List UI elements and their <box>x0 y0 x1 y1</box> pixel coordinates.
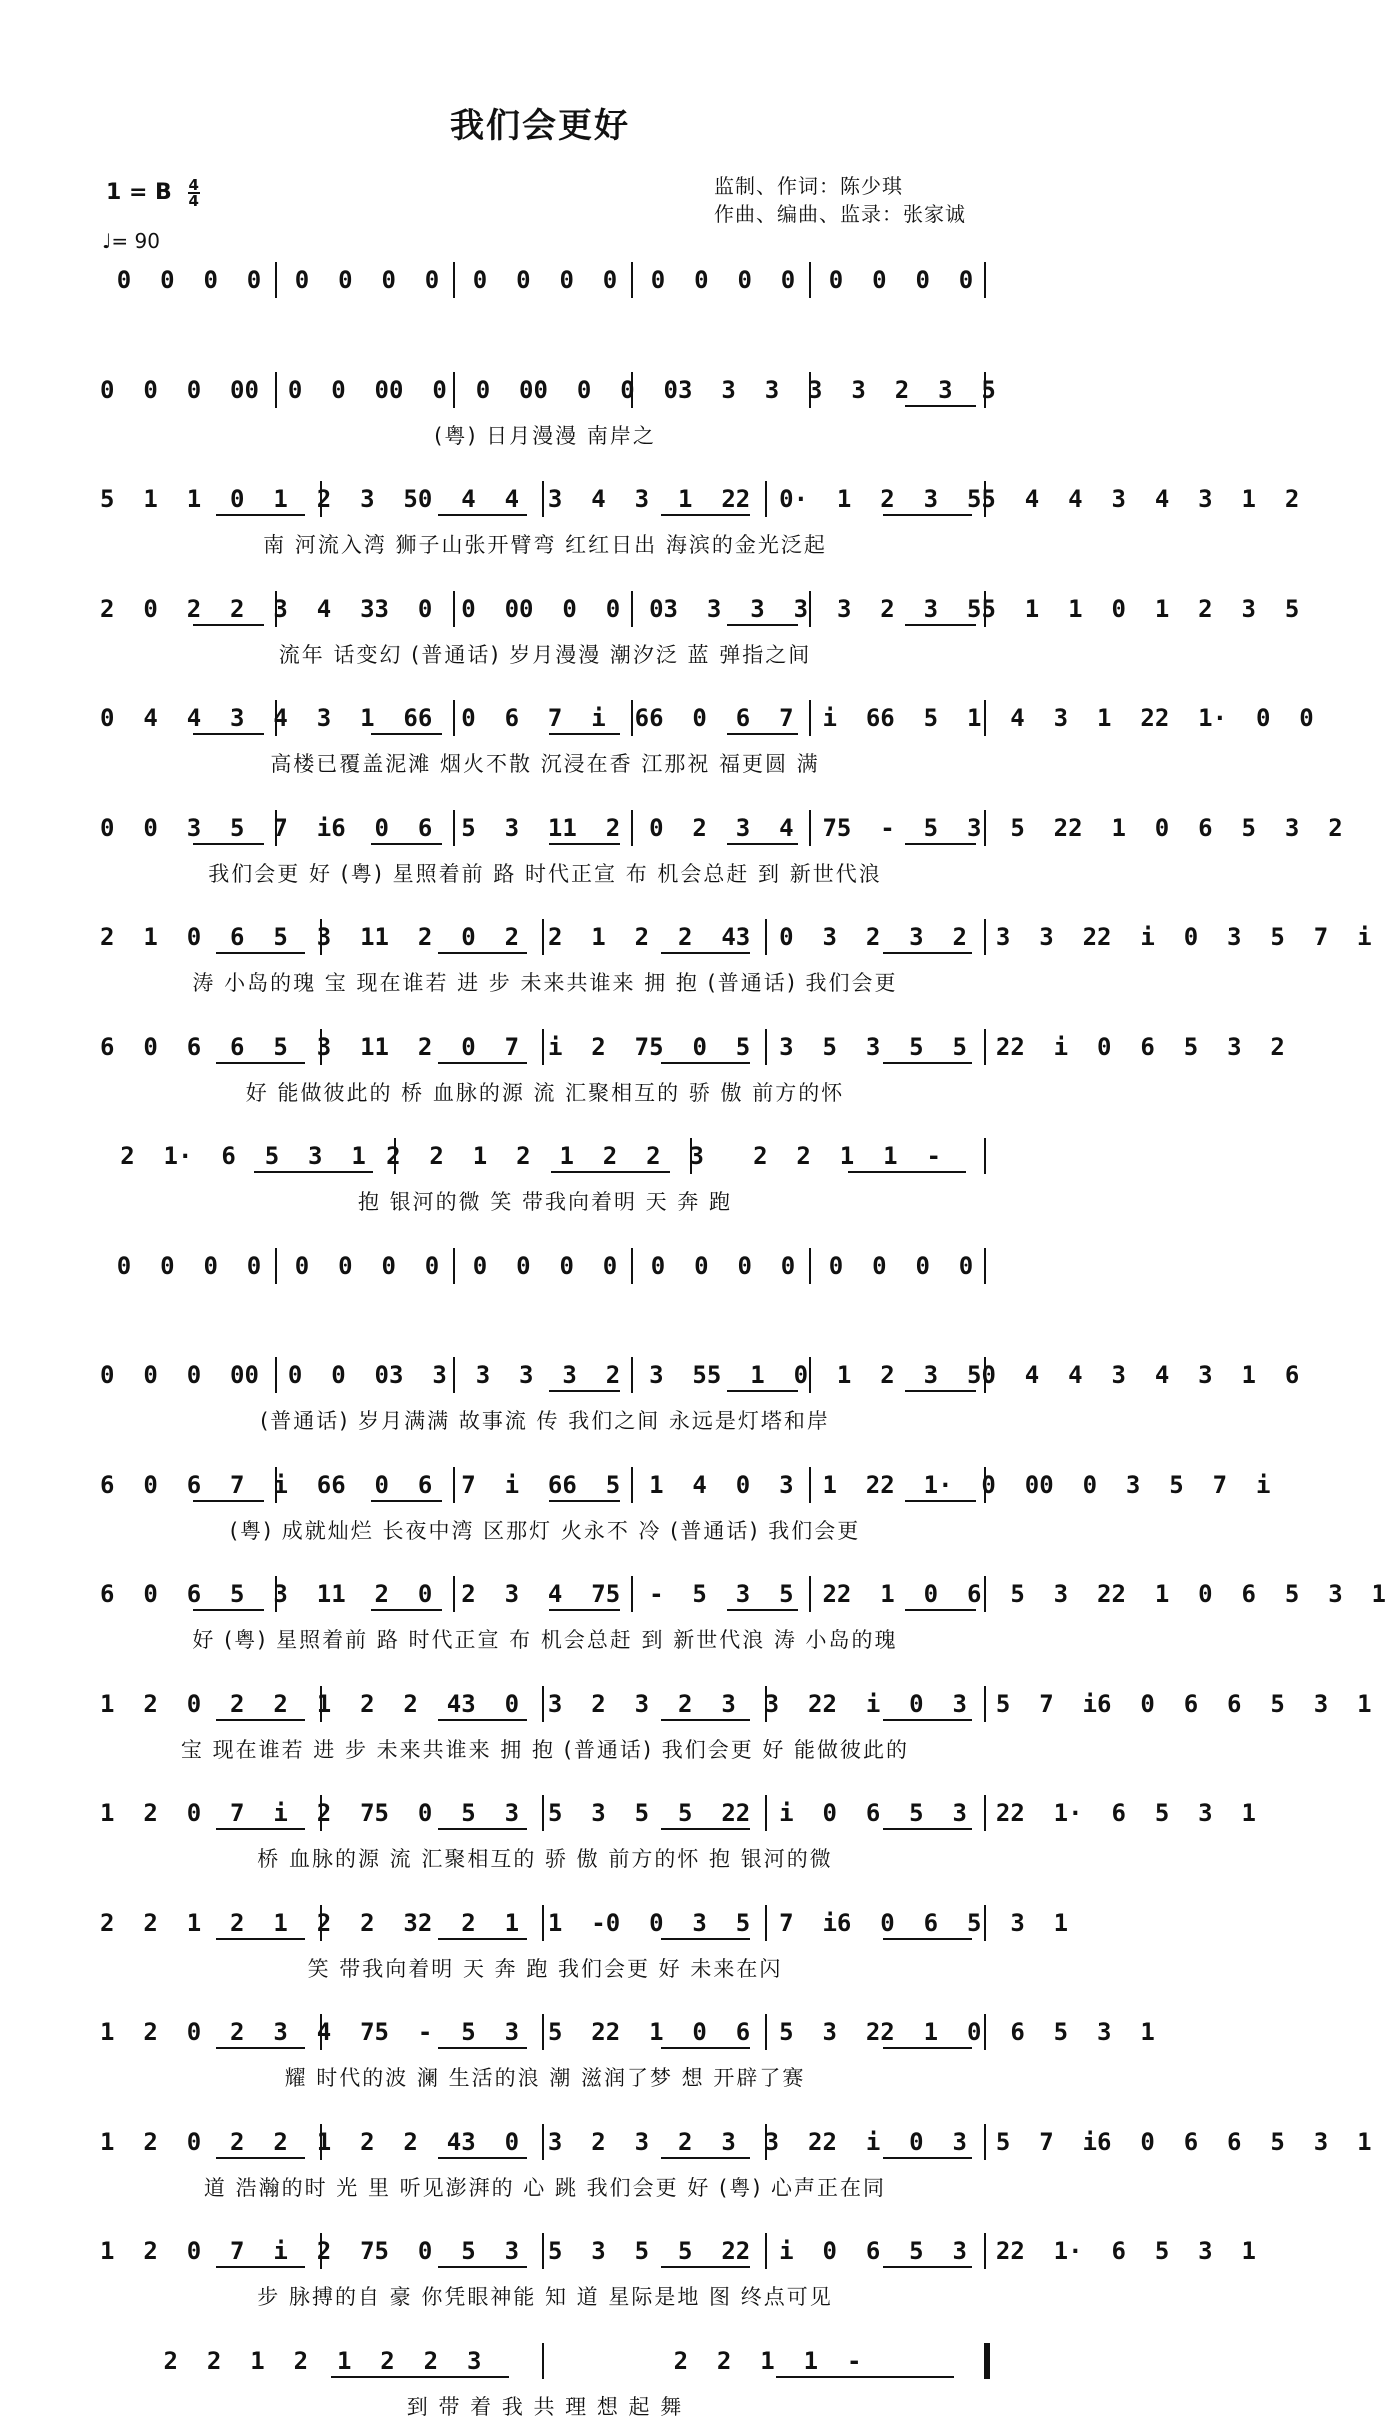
lyric-line <box>100 1843 990 1873</box>
beam-line <box>331 2376 509 2378</box>
beam-line <box>549 843 620 845</box>
note-line <box>100 1795 1256 1835</box>
measure: 5 0 5 3 5 3 5 5 2 <box>374 1799 736 1827</box>
credit-composer: 作曲、编曲、监录：张家诚 <box>714 202 966 226</box>
time-signature <box>188 178 200 208</box>
measure: 0 0 0 0 <box>472 266 618 294</box>
beam-line <box>848 1171 967 1173</box>
measure: 0 0 0 0 <box>389 375 534 404</box>
lyric-text: 南 河流入湾 狮子山张开臂弯 红红日出 海滨的金光泛起 <box>263 533 827 557</box>
note-line <box>100 2014 1155 2054</box>
measure: 1 2 0 2 3 4 7 <box>562 813 837 842</box>
measure: 2 i 0 3 5 7 i <box>822 2127 1098 2156</box>
measure: 6 0 6 6 5 3 1 <box>100 1032 375 1061</box>
beam-line <box>549 1500 620 1502</box>
measure: 2 2 1 1 - <box>753 1142 941 1170</box>
lyric-line <box>100 967 990 997</box>
score-row <box>100 262 990 350</box>
measure: 0 4 4 3 4 3 1 6 <box>100 704 418 732</box>
beam-line <box>727 1390 798 1392</box>
beam-line <box>883 1828 972 1830</box>
measure: 3 0 3 2 3 2 3 3 2 <box>461 1689 823 1718</box>
measure: 0 0 0 0 <box>116 266 262 294</box>
note-line <box>100 481 1300 521</box>
measure: 6 0 6 5 3 1 <box>836 1908 1069 1937</box>
score-row <box>100 919 1372 1007</box>
measure: 2 1 0 6 5 3 2 <box>605 2018 881 2046</box>
measure: 0 0 3 5 7 i <box>605 1908 837 1937</box>
measure: 5 0 5 3 5 3 5 5 2 <box>374 2237 736 2265</box>
lyric-line <box>100 639 990 669</box>
note-line <box>100 1357 1300 1397</box>
beam-line <box>883 2266 972 2268</box>
score-row <box>100 1686 1372 1774</box>
measure: 1 2 0 7 i 2 7 <box>100 1799 375 1827</box>
beam-line <box>216 1828 305 1830</box>
beam-line <box>905 405 976 407</box>
beam-line <box>438 952 527 954</box>
measure: 0 0 0 0 <box>294 1251 440 1280</box>
measure: 2 i 0 6 5 3 2 <box>735 1799 1011 1827</box>
lyric-line <box>100 2391 990 2421</box>
lyric-text: 流年 话变幻 (普通话) 岁月漫漫 潮汐泛 蓝 弹指之间 <box>278 642 812 667</box>
measure: 2 0 2 2 3 4 3 <box>100 594 375 623</box>
measure: 2 1 0 6 5 3 1 <box>880 2018 1155 2046</box>
score-row <box>100 1795 1256 1883</box>
measure: 3 3 3 3 3 2 3 5 <box>663 594 982 623</box>
measure: 0 0 0 0 <box>294 266 440 294</box>
measure: 3 0 3 2 3 2 3 3 2 <box>461 2127 823 2156</box>
beam-line <box>193 733 264 735</box>
beam-line <box>371 843 442 845</box>
lyric-text: 好 (粤) 星照着前 路 时代正宣 布 机会总赶 到 新世代浪 涛 小岛的瑰 <box>192 1628 898 1652</box>
beam-line <box>905 624 976 626</box>
beam-line <box>883 1062 972 1064</box>
measure: 1 2 0 2 2 1 2 2 4 <box>100 1689 462 1718</box>
measure: 0 0 0 0 <box>650 1251 796 1280</box>
measure: 2 0· 1 2 3 5 <box>735 485 982 513</box>
score-row <box>100 1248 990 1336</box>
measure: 6 0 6 7 i 6 <box>417 704 650 732</box>
beam-line <box>193 843 264 845</box>
note-line <box>100 700 1314 740</box>
beam-line <box>905 1390 976 1392</box>
beam-line <box>193 1500 264 1502</box>
measure: 6 5 1 4 0 3 1 2 <box>562 1470 881 1499</box>
beam-line <box>661 1719 750 1721</box>
measure: 2 i 0 6 5 3 2 <box>735 2237 1011 2265</box>
tempo-marking: ♩= 90 <box>102 229 160 253</box>
score-row <box>100 372 996 460</box>
note-line <box>100 262 990 302</box>
beam-line <box>883 2047 972 2049</box>
time-signature-unit: 4 <box>188 192 199 210</box>
lyric-line <box>100 1515 990 1545</box>
measure: 5 4 4 3 4 3 1 2 <box>981 485 1300 513</box>
lyric-text: 抱 银河的微 笑 带我向着明 天 奔 跑 <box>357 1190 733 1214</box>
note-line <box>100 1467 1271 1507</box>
measure: 2 1· 0 0 <box>880 1470 1040 1499</box>
measure: 6 0 6 7 i 6 <box>331 1470 563 1499</box>
measure: 5 - 5 3 5 2 <box>374 2018 606 2046</box>
beam-line <box>438 1828 527 1830</box>
beam-line <box>905 1609 976 1611</box>
lyric-text: 好 能做彼此的 桥 血脉的源 流 汇聚相互的 骄 傲 前方的怀 <box>245 1080 845 1105</box>
measure: 2 1· 6 5 3 1 <box>120 1142 366 1170</box>
note-line <box>100 372 996 412</box>
beam-line <box>216 2157 305 2159</box>
score-row <box>100 2124 1372 2212</box>
beam-line <box>661 1938 750 1940</box>
note-line <box>100 1029 1285 1069</box>
measure: 2 1 0 6 5 3 2 <box>1068 813 1343 842</box>
beam-line <box>371 1609 442 1611</box>
lyric-line <box>100 1734 990 1764</box>
measure: 6 0 6 5 3 1 <box>331 813 563 842</box>
beam-line <box>883 514 972 516</box>
measure: 5 1 0 1 2 3 5 <box>706 1361 982 1389</box>
lyric-line <box>100 1186 990 1216</box>
score-row <box>100 700 1314 788</box>
beam-line <box>216 1062 305 1064</box>
lyric-text: (粤) 成就灿烂 长夜中湾 区那灯 火永不 冷 (普通话) 我们会更 <box>229 1518 861 1543</box>
lyric-text: 桥 血脉的源 流 汇聚相互的 骄 傲 前方的怀 抱 银河的微 <box>257 1847 833 1871</box>
note-line <box>100 2343 990 2383</box>
beam-line <box>883 952 972 954</box>
lyric-text: 宝 现在谁若 进 步 未来共谁来 拥 抱 (普通话) 我们会更 好 能做彼此的 <box>180 1737 910 1762</box>
measure: 0 0 0 0 <box>472 1251 618 1280</box>
note-line <box>100 1248 990 1288</box>
beam-line <box>551 1171 670 1173</box>
score-row <box>100 1905 1069 1993</box>
lyric-line <box>100 748 990 778</box>
lyric-text: 耀 时代的波 澜 生活的浪 潮 滋润了梦 想 开辟了赛 <box>284 2066 806 2090</box>
measure: 1 2 0 7 i 2 7 <box>374 1032 650 1061</box>
note-line <box>100 2233 1256 2273</box>
measure: 2 i 0 3 5 7 i <box>822 1689 1098 1718</box>
beam-line <box>661 1828 750 1830</box>
beam-line <box>549 1390 620 1392</box>
measure: 2 i 0 6 5 3 2 <box>1010 1032 1285 1061</box>
measure: 0 0 3 5 7 i <box>1039 1470 1271 1499</box>
measure: 0 0 0 0 <box>828 266 974 294</box>
measure: 1 2 0 2 2 1 2 2 4 <box>374 923 736 951</box>
beam-line <box>216 1719 305 1721</box>
measure: 5 1 1 0 1 2 3 5 <box>981 594 1300 623</box>
beam-line <box>661 514 750 516</box>
measure: 0 0 0 0 <box>116 1251 262 1280</box>
beam-line <box>438 1938 527 1940</box>
measure: 0 0 0 0 <box>650 266 796 294</box>
beam-line <box>549 1609 620 1611</box>
beam-line <box>883 1938 972 1940</box>
note-line <box>100 919 1372 959</box>
beam-line <box>661 2047 750 2049</box>
measure: 2 2 1 2 1 2 2 3 <box>386 1142 704 1170</box>
measure: 1 2 0 7 i 2 7 <box>100 2237 375 2265</box>
measure: 2 2 1 1 - <box>417 1908 606 1937</box>
score-row <box>100 591 1300 679</box>
measure: 5 - 5 3 5 2 <box>605 1580 837 1608</box>
measure: 2 2 1 2 1 2 2 3 <box>100 1908 418 1937</box>
time-signature-beats: 4 <box>188 176 199 194</box>
note-line <box>100 1905 1069 1945</box>
measure: 6 0 6 6 5 3 1 <box>1097 1689 1372 1718</box>
score-row <box>100 2014 1155 2102</box>
score-row <box>100 1357 1300 1445</box>
beam-line <box>883 2157 972 2159</box>
beam-line <box>438 1719 527 1721</box>
song-title: 我们会更好 <box>450 106 630 146</box>
beam-line <box>905 843 976 845</box>
beam-line <box>727 1609 798 1611</box>
score-row <box>100 2233 1256 2321</box>
measure: 6 0 6 7 i 6 <box>649 704 881 732</box>
lyric-text: 涛 小岛的瑰 宝 现在谁若 进 步 未来共谁来 拥 抱 (普通话) 我们会更 <box>192 971 898 995</box>
measure: 6 0 6 6 5 3 1 <box>1097 2127 1372 2156</box>
measure: 0 0 3 5 7 i <box>100 813 332 842</box>
measure: 0 0 0 0 <box>828 1251 974 1280</box>
beam-line <box>727 624 798 626</box>
measure: 2 1 0 6 5 3 2 <box>836 1580 1112 1608</box>
measure: 1 2 0 2 2 1 2 2 4 <box>100 2127 462 2156</box>
beam-line <box>661 1062 750 1064</box>
measure: 2 i 0 3 5 7 i <box>1097 923 1372 951</box>
lyric-line <box>100 529 990 559</box>
note-line <box>100 1576 1386 1616</box>
beam-line <box>438 514 527 516</box>
measure: 0 0 0 0 <box>533 375 678 404</box>
lyric-line <box>100 2062 990 2092</box>
lyric-text: 步 脉搏的自 豪 你凭眼神能 知 道 星际是地 图 终点可见 <box>257 2285 833 2309</box>
beam-line <box>883 1719 972 1721</box>
beam-line <box>661 952 750 954</box>
note-line <box>100 591 1300 631</box>
beam-line <box>371 1500 442 1502</box>
beam-line <box>371 733 442 735</box>
score-row <box>100 1576 1386 1664</box>
beam-line <box>727 843 798 845</box>
measure: 2 1· 0 0 <box>1154 704 1314 732</box>
lyric-line <box>100 1405 990 1435</box>
measure: 5 0 5 3 5 3 5 5 2 <box>649 1032 1011 1061</box>
beam-line <box>438 2157 527 2159</box>
measure: 2 1· 6 5 3 1 <box>1010 1799 1256 1827</box>
lyric-text: 我们会更 好 (粤) 星照着前 路 时代正宣 布 机会总赶 到 新世代浪 <box>208 861 882 886</box>
measure: 0 0 0 0 <box>244 1361 389 1389</box>
lyric-text: 到 带 着 我 共 理 想 起 舞 <box>406 2394 684 2419</box>
measure: 0 0 0 0 <box>244 375 389 404</box>
note-line <box>100 1686 1372 1726</box>
measure: 2 2 1 2 1 2 2 3 <box>163 2346 482 2375</box>
note-line <box>100 810 1343 850</box>
beam-line <box>254 1171 373 1173</box>
measure: 2 2 1 1 - <box>673 2346 862 2375</box>
beam-line <box>661 2157 750 2159</box>
measure: 6 0 6 5 3 1 <box>100 1580 332 1608</box>
score-row <box>100 1467 1271 1555</box>
beam-line <box>438 2047 527 2049</box>
measure: 0 0 0 0 <box>100 375 245 404</box>
beam-line <box>216 1938 305 1940</box>
measure: 0 0 0 0 <box>519 594 664 623</box>
lyric-text: (普通话) 岁月满满 故事流 传 我们之间 永远是灯塔和岸 <box>260 1409 830 1433</box>
beam-line <box>193 624 264 626</box>
measure: 2 1 0 6 5 3 1 <box>100 923 375 951</box>
lyric-text: 笑 带我向着明 天 奔 跑 我们会更 好 未来在闪 <box>307 1956 783 1981</box>
beam-line <box>438 2266 527 2268</box>
lyric-line <box>100 1624 990 1654</box>
lyric-text: 道 浩瀚的时 光 里 听见澎湃的 心 跳 我们会更 好 (粤) 心声正在同 <box>203 2175 887 2200</box>
key-label: 1 = B <box>106 180 172 205</box>
measure: 0 4 4 3 4 3 1 2 <box>417 485 736 513</box>
measure: 6 0 6 7 i 6 <box>100 1470 332 1499</box>
lyric-line <box>100 2172 990 2202</box>
measure: 5 - 5 3 5 2 <box>836 813 1069 842</box>
measure: 0 0 0 0 <box>100 1361 245 1389</box>
lyric-line <box>100 1077 990 1107</box>
note-line <box>100 2124 1372 2164</box>
measure: 1 2 0 2 3 4 7 <box>331 1580 606 1608</box>
beam-line <box>216 952 305 954</box>
lyric-line <box>100 420 990 450</box>
score-row <box>100 481 1300 569</box>
score-row <box>100 1138 990 1226</box>
beam-line <box>216 2047 305 2049</box>
note-line <box>100 1138 990 1178</box>
measure: 3 0 3 2 3 2 3 3 2 <box>735 923 1098 951</box>
beam-line <box>776 2376 954 2378</box>
key-signature <box>106 178 200 208</box>
score-row <box>100 2343 990 2431</box>
lyric-text: 高楼已覆盖泥滩 烟火不散 沉浸在香 江那祝 福更圆 满 <box>270 752 820 776</box>
beam-line <box>905 1500 976 1502</box>
beam-line <box>549 733 620 735</box>
beam-line <box>661 2266 750 2268</box>
lyric-line <box>100 1953 990 1983</box>
lyric-text: (粤) 日月漫漫 南岸之 <box>434 423 656 448</box>
lyric-line <box>100 858 990 888</box>
measure: 0 4 4 3 4 3 1 6 <box>981 1361 1300 1389</box>
score-row <box>100 810 1343 898</box>
measure: 5 1 1 0 1 2 3 5 <box>100 485 418 513</box>
lyric-line <box>100 2281 990 2311</box>
measure: 3 0 0 0 <box>374 594 520 623</box>
beam-line <box>438 1062 527 1064</box>
measure: 6 5 1 4 3 1 2 <box>880 704 1155 732</box>
credit-lyricist: 监制、作词：陈少琪 <box>714 174 903 198</box>
measure: 3 3 3 3 3 2 3 5 <box>389 1361 707 1389</box>
beam-line <box>216 2266 305 2268</box>
beam-line <box>727 733 798 735</box>
measure: 2 1· 6 5 3 1 <box>1010 2237 1256 2265</box>
beam-line <box>216 514 305 516</box>
beam-line <box>193 1609 264 1611</box>
measure: 3 3 3 3 3 2 3 5 <box>678 375 996 404</box>
measure: 1 2 0 2 3 4 7 <box>100 2018 375 2046</box>
score-row <box>100 1029 1285 1117</box>
measure: 2 1 0 6 5 3 1 <box>1111 1580 1386 1608</box>
